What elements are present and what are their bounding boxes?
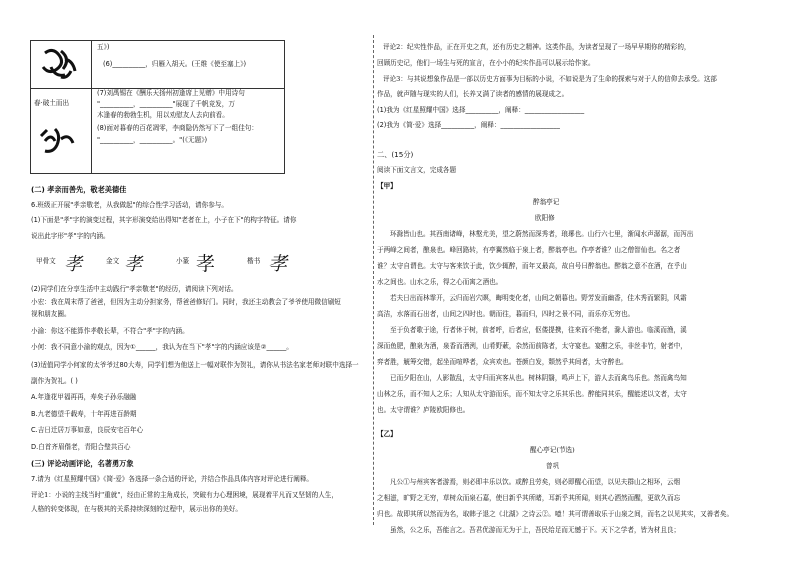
passage-line: 归也。故即其所以然而为名，取韩子退之《北湖》之诗云②。噫！其可谓善取乐于山泉之间，而名之以见其实，又善者矣。 (377, 510, 734, 518)
fill-answer-1[interactable]: (1)我为《红星照耀中国》选择__________，阐释：__________________ (377, 106, 585, 114)
passage-line: 山林之乐，而不知人之乐；人知从太守游而乐，而不知太守之乐其乐也。醉能同其乐，醒能述以文者，太守 (377, 390, 687, 398)
table-row2-line5: "__________，__________。"(《无题》) (97, 136, 208, 144)
part2-instruction: 阅读下面文言文，完成各题 (377, 166, 457, 174)
fill-answer-2[interactable]: (2)我为《简·爱》选择__________，阐释：__________________ (377, 121, 560, 129)
table-row2-line2: "__________，__________"展现了千帆竞发，万 (97, 100, 235, 108)
table-row2-line3: 木逢春的勃勃生机，用以劝慰友人去向前看。 (97, 111, 229, 119)
section-heading-3: (三) 评论动画评论，名著勇万象 (31, 459, 134, 468)
q6-part3b: 副作为贺礼。( ) (31, 377, 78, 385)
script-label-seal: 小篆 (176, 257, 190, 265)
q6-part1b: 说出此字形"孝"字的内涵。 (31, 232, 110, 240)
passage-jia-label: 【甲】 (377, 182, 397, 190)
table-row1-line1: (6)__________，归雁入胡天。(王维《使至塞上》) (103, 60, 247, 68)
passage-line: 若夫日出而林霏开，云归而岩穴暝，晦明变化者，山间之朝暮也。野芳发而幽香，佳木秀而繁阴，风霜 (390, 294, 687, 302)
passage-line: 虽然，公之乐，吾能言之。吾君优游而无为于上，吾民给足而无憾于下。天下之学者，皆为材且良； (390, 526, 681, 534)
passage-line: 也。太守谓谁？庐陵欧阳修也。 (377, 406, 470, 414)
column-divider (373, 35, 374, 525)
script-glyph-bronze: 孝 (124, 254, 142, 275)
dialogue-line-3: 小何：我不同意小渝的观点，因为①______，我认为在当下"孝"字的内涵应该是②______。 (31, 343, 293, 351)
passage-jia-author: 欧阳修 (535, 214, 555, 222)
passage-yi-label: 【乙】 (377, 430, 397, 438)
option-c[interactable]: C.吉日迁居万事如意，良辰安宅百年心 (31, 426, 144, 434)
table-row2-line1: (7)刘禹锡在《酬乐天扬州初逢席上见赠》中用诗句 (97, 89, 245, 97)
q6-intro: 6.班级正开展"孝亲敬老，从我做起"的综合性学习活动，请你参与。 (31, 201, 228, 209)
passage-yi-title: 醒心亭记(节选) (530, 446, 575, 454)
q7-prompt: 7.请为《红星照耀中国》《简·爱》各选择一条合适的评论，并结合作品具体内容对评论进行阐释。 (31, 475, 314, 483)
passage-line: 凡公①与州宾客者游焉，则必即丰乐以饮。或醉且劳矣，则必即醒心而望，以见夫群山之相环，云烟 (390, 478, 681, 486)
comment3-line2: 作品，就声随与现实的人们，长养又满了读者的感情的展现成之。 (377, 90, 569, 98)
script-label-regular: 楷书 (247, 257, 261, 265)
section-heading-2: (二) 孝亲而善先，敬老美德佳 (31, 185, 127, 194)
option-b[interactable]: B.九老德望千载寿，十年再进百龄期 (31, 410, 137, 418)
script-glyph-regular: 孝 (268, 253, 288, 275)
table-row1-line0: 五》) (97, 43, 110, 51)
passage-yi-author: 曾巩 (546, 462, 560, 470)
comment2-line2: 回顾历史记，他们一场生与死的宣言，在小小的纪实作品可以展示给作家。 (377, 59, 595, 67)
option-a[interactable]: A.年逢花甲福再再，寿矣子孙乐融融 (31, 393, 137, 401)
passage-line: 深而鱼肥，酿泉为酒，泉香而酒洌，山肴野蔌，杂然而前陈者，太守宴也。宴酣之乐，非丝非竹，射者中， (377, 342, 687, 350)
part2-heading: 二、(15分) (377, 150, 414, 159)
passage-line: 弈者胜，觥筹交错，起坐而喧哗者，众宾欢也。苍颜白发，颓然乎其间者，太守醉也。 (377, 358, 628, 366)
passage-line: 之相滋，旷野之无穷，草树众而泉石嘉，使目新乎其所睹，耳新乎其所闻，则其心洒然而醒，更欲久而忘 (377, 494, 681, 502)
script-label-oracle: 甲骨文 (36, 257, 56, 265)
comment2-line1: 评论2：纪实性作品，正在开史之真，还有历史之精神。这类作品，为读者呈现了一场早早期你的精彩的， (383, 43, 691, 51)
comment1-line1: 评论1：小说的主线当时"重就"，经由正常的主角成长，突破有力心理困境，展现着平凡而又坚韧的人生， (31, 491, 338, 499)
passage-line: 环滁皆山也。其西南诸峰，林壑尤美，望之蔚然而深秀者，琅琊也。山行六七里，渐闻水声潺潺，而泻出 (390, 230, 694, 238)
comment3-line1: 评论3：与其说想象作品是一部以历史方面事为目标的小说，不如说是为了生命的探索与对于人的信仰去承受。这部 (383, 75, 717, 83)
table-row2-line4: (8)面对暮春的百花凋零，李商隐仍然写下了一组佳句： (97, 124, 258, 132)
table-row2-label: 春·破土而出 (34, 99, 70, 107)
table-cell-image (31, 41, 92, 89)
dialogue-line-2: 小渝：你这不能算作孝敬长辈，不符合"孝"字的内涵。 (31, 327, 189, 335)
q6-part1: (1)下面是"孝"字的演变过程，其字形演变给出得知"老者在上，小子在下"的构字特征。请你 (31, 216, 297, 224)
ancient-glyph-image-1 (31, 41, 91, 84)
passage-line: 至于负者歌于途，行者休于树，前者呼，后者应，伛偻提携，往来而不绝者，滁人游也。临溪而渔，溪 (390, 326, 687, 334)
passage-line: 水之间也。山水之乐，得之心而寓之酒也。 (377, 278, 503, 286)
comment1-line2: 人格的转变体现，在与极其的关系持续深刻的过程中，展示出你的美好。 (31, 505, 242, 513)
passage-jia-title: 醉翁亭记 (533, 198, 560, 206)
passage-line: 高洁，水落而石出者，山间之四时也。朝而往，暮而归，四时之景不同，而乐亦无穷也。 (377, 310, 635, 318)
script-glyph-oracle: 孝 (64, 254, 82, 275)
passage-line: 谁？太守自谓也。太守与客来饮于此，饮少辄醉，而年又最高，故自号曰醉翁也。醉翁之意不在酒，在乎山 (377, 262, 687, 270)
option-d[interactable]: D.白首齐眉偕老，青阳合璧共百心 (31, 443, 131, 451)
script-glyph-seal: 孝 (196, 253, 216, 275)
script-label-bronze: 金文 (106, 257, 120, 265)
q6-part3: (3)适值同学小何家的太爷爷过80大寿，同学们想为他送上一幅对联作为贺礼，请你从书法名家老师对联中选择一 (31, 361, 359, 369)
dialogue-line-1b: 视和朋友圈。 (31, 310, 71, 318)
q6-part2: (2)同学们在分享生活中主动践行"孝亲敬老"的经历，请阅读下列对话。 (31, 285, 238, 293)
passage-line: 已而夕阳在山，人影散乱，太守归而宾客从也。树林阴翳，鸣声上下，游人去而禽鸟乐也。然而禽鸟知 (390, 374, 687, 382)
dialogue-line-1: 小宏：我在周末帮了爸爸，但因为主动分担家务，帮爸爸修好门。同时，我还主动教会了爷爷使用微信刷短 (31, 298, 341, 306)
passage-line: 于两峰之间者，酿泉也。峰回路转，有亭翼然临于泉上者，醉翁亭也。作亭者谁？山之僧智仙也。名之者 (377, 246, 681, 254)
